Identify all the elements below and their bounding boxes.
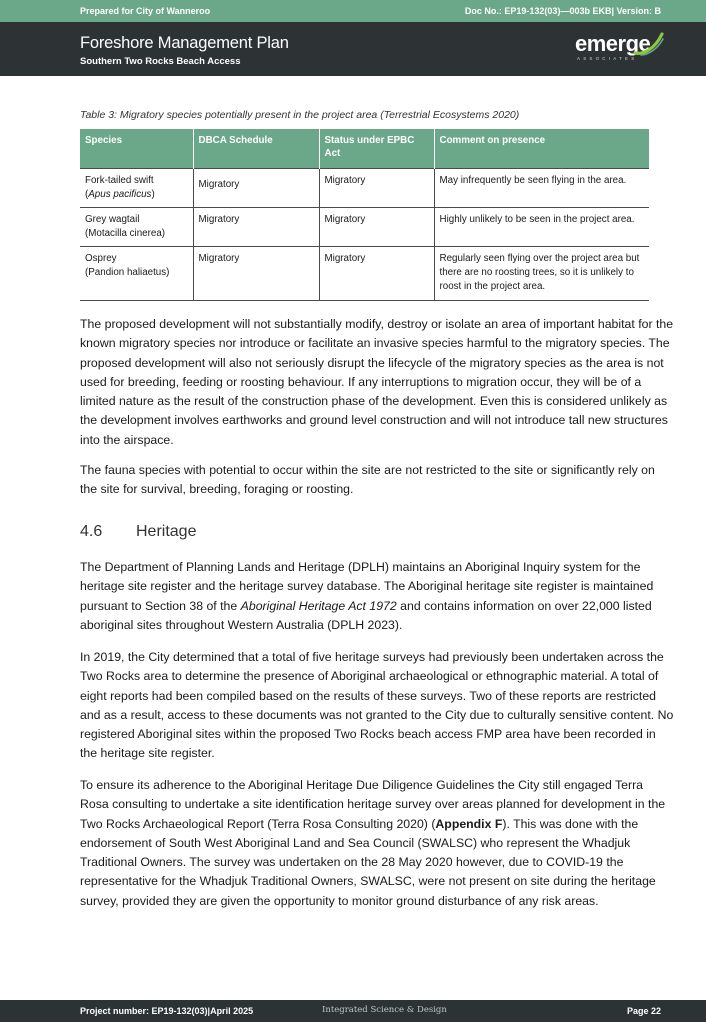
epbc-cell: Migratory [319,207,434,246]
dbca-cell: Migratory [193,246,319,300]
species-scientific-name: (Apus pacificus) [85,188,155,200]
paragraph-heritage-surveys [80,648,674,764]
footer-tagline: Integrated Science & Design [322,1005,447,1015]
document-number: Doc No.: EP19-132(03)—003b EKB| Version: B [464,6,661,16]
paragraph-text: The fauna species with potential to occur within the site are not restricted to the site or significantly rely on the site for survival, breeding, foraging or roosting. [80,463,655,497]
appendix-reference: Appendix F [435,816,503,831]
column-header-epbc: Status under EPBC Act [319,129,434,168]
species-common-name: Fork-tailed swift [85,174,154,186]
document-header [0,22,706,76]
paragraph-text [80,558,674,635]
species-cell [80,168,193,207]
text-run: and contains information on over 22,000 listed aboriginal sites throughout Western Australia (DPLH 2023). [80,598,652,632]
column-header-dbca: DBCA Schedule [193,129,319,168]
document-subtitle: Southern Two Rocks Beach Access [80,56,241,67]
emerge-logo [575,32,667,64]
paragraph-text: In 2019, the City determined that a total of five heritage surveys had previously been undertaken across the Two Rocks area to determine the presence of Aboriginal archaeological or ethnographic material. A total of eight reports had been compiled based on the results of these surveys. Two of these reports are restricted and as a result, access to these documents was not granted to the City due to culturally sensitive content. No registered Aboriginal sites within the proposed Two Rocks beach access FMP area have been recorded in the heritage site register. [80,650,674,761]
section-heading [80,523,196,541]
species-cell [80,246,193,300]
paragraph-migratory-impact [80,315,674,450]
column-header-comment: Comment on presence [434,129,649,168]
paragraph-dplh-register [80,558,674,635]
project-number: Project number: EP19-132(03)|April 2025 [80,1006,254,1016]
page-number: Page 22 [626,1006,661,1016]
act-name-italic: Aboriginal Heritage Act 1972 [240,598,397,613]
prepared-for-text: Prepared for City of Wanneroo [80,6,211,16]
dbca-cell: Migratory [193,168,319,207]
paragraph-fauna-reliance [80,461,674,500]
logo-wordmark: emerge [575,31,651,56]
species-common-name: Grey wagtail [85,213,140,225]
comment-cell: May infrequently be seen flying in the area. [434,168,649,207]
table-row [80,168,649,207]
table-header-row [80,129,649,168]
comment-cell: Highly unlikely to be seen in the project area. [434,207,649,246]
paragraph-text [80,776,674,911]
species-scientific-italic: Apus pacificus [88,188,152,200]
dbca-cell: Migratory [193,207,319,246]
text-run: The Department of Planning Lands and Heritage (DPLH) maintains an Aboriginal Inquiry system for the heritage site register and the heritage survey database. The Aboriginal heritage site register is maintained pursuant to Section 38 of the [80,560,654,613]
table-row [80,207,649,246]
species-scientific-name: (Motacilla cinerea) [85,227,166,239]
paragraph-terra-rosa-survey [80,776,674,911]
text-run: To ensure its adherence to the Aboriginal Heritage Due Diligence Guidelines the City still engaged Terra Rosa consulting to undertake a site identification heritage survey over areas planned for development in the Two Rocks Archaeological Report (Terra Rosa Consulting 2020) ( [80,778,666,831]
column-header-species: Species [80,129,193,168]
section-number: 4.6 [80,523,103,540]
text-run: ). This was done with the endorsement of South West Aboriginal Land and Sea Council (SWALSC) who represent the Whadjuk Traditional Owners. The survey was undertaken on the 28 May 2020 however, due to COVID-19 the representative for the Whadjuk Traditional Owners, SWALSC, were not present on site during the heritage survey, provided they are given the opportunity to monitor ground disturbance of any risk areas. [80,816,656,908]
migratory-species-table [80,129,649,301]
logo-associates: ASSOCIATES [577,56,638,61]
species-common-name: Osprey [85,252,117,264]
document-title: Foreshore Management Plan [80,34,289,52]
top-bar [0,0,706,22]
paragraph-text: The proposed development will not substantially modify, destroy or isolate an area of important habitat for the known migratory species nor introduce or facilitate an invasive species harmful to the migratory species. The proposed development will also not seriously disrupt the lifecycle of the migratory species as the area is not used for breeding, feeding or roosting behaviour. If any interruptions to migration occur, they will be of a limited nature as the result of the construction phase of the development. Even this is considered unlikely as the development involves earthworks and ground level construction and will not introduce tall new structures into the airspace. [80,317,674,447]
table-caption: Table 3: Migratory species potentially present in the project area (Terrestrial Ecosystems 2020) [80,109,520,121]
epbc-cell: Migratory [319,168,434,207]
species-cell [80,207,193,246]
section-title: Heritage [136,523,197,540]
epbc-cell: Migratory [319,246,434,300]
logo-swoosh-icon [631,31,665,57]
species-scientific-name: (Pandion haliaetus) [85,266,170,278]
page-footer [0,1000,706,1022]
table-row [80,246,649,300]
comment-cell: Regularly seen flying over the project area but there are no roosting trees, so it is unlikely to roost in the project area. [434,246,649,300]
